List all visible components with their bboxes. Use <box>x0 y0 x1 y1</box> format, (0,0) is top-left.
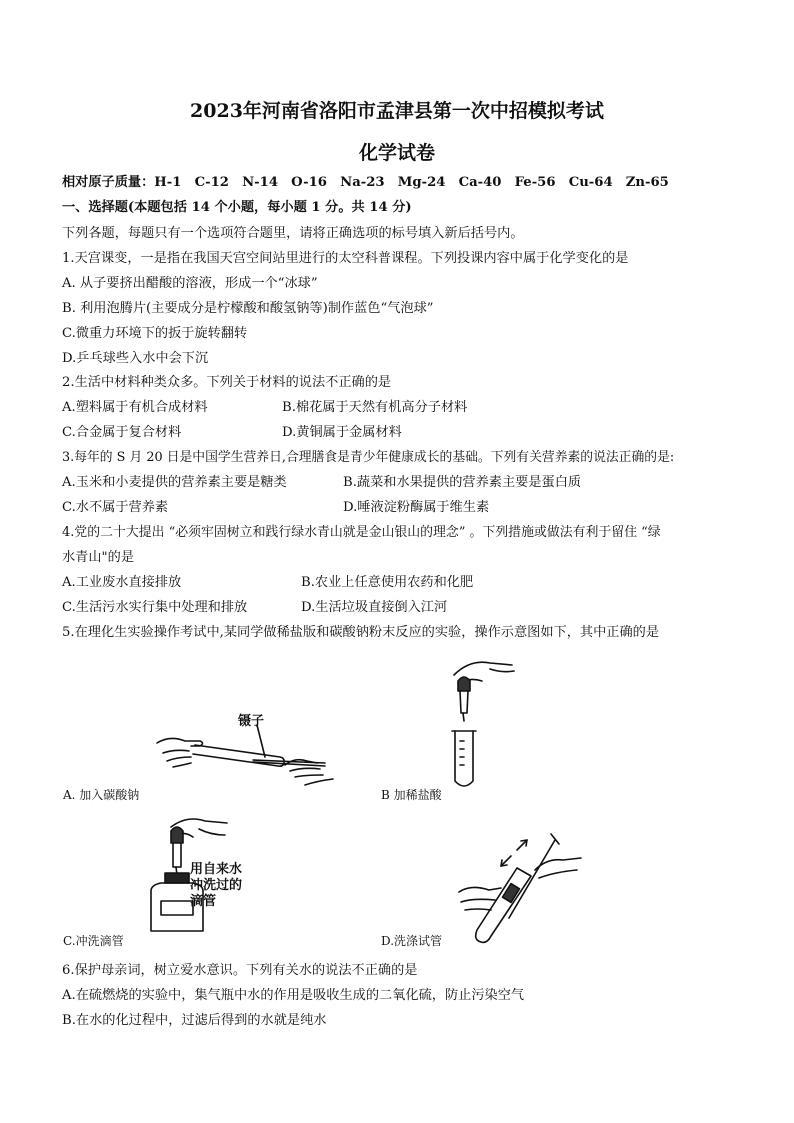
q4-stem-line2: 水青山"的是 <box>62 550 135 565</box>
q1-option-a: A. 从子要挤出醋酸的溶液，形成一个“冰球” <box>62 276 318 291</box>
section-heading: 一、选择题(本题包括 14 个小题，每小题 1 分。共 14 分) <box>62 200 412 215</box>
q2-option-a: A.塑料属于有机合成材料 <box>62 400 208 415</box>
q6-option-a: A.在硫燃烧的实验中，集气瓶中水的作用是吸收生成的二氧化硫，防止污染空气 <box>62 988 525 1003</box>
q3-stem: 3.每年的 S 月 20 日是中国学生营养日,合理膳食是青少年健康成长的基础。下列有关营养素的说法正确的是: <box>62 450 675 465</box>
q1-option-c: C.微重力环境下的扳于旋转翻转 <box>62 326 248 341</box>
bottle-text-line1: 用自来水 <box>190 862 243 877</box>
q6-stem: 6.保护母亲词，树立爱水意识。下列有关水的说法不正确的是 <box>62 963 418 978</box>
q5-option-a-label: A. 加入碳酸钠 <box>63 788 140 802</box>
tweezers-label: 镊子 <box>238 714 265 729</box>
q3-option-b: B.蔬菜和水果提供的营养素主要是蛋白质 <box>343 475 582 490</box>
figure-b-dropper <box>430 655 520 795</box>
q2-option-b: B.棉花属于天然有机高分子材料 <box>282 400 468 415</box>
q2-stem: 2.生活中材料种类众多。下列关于材料的说法不正确的是 <box>62 375 392 390</box>
q4-option-b: B.农业上任意使用农药和化肥 <box>301 575 474 590</box>
q4-option-d: D.生活垃圾直接倒入江河 <box>301 600 448 615</box>
q3-option-c: C.水不属于营养素 <box>62 500 169 515</box>
q6-option-b: B.在水的化过程中，过滤后得到的水就是纯水 <box>62 1013 327 1028</box>
q1-option-b: B. 利用泡腾片(主要成分是柠檬酸和酸氢钠等)制作蓝色“气泡球” <box>62 301 434 316</box>
q1-stem: 1.天宫课变，一是指在我国天宫空间站里进行的太空科普课程。下列投课内容中属于化学变化的是 <box>62 251 629 266</box>
q2-option-d: D.黄铜属于金属材料 <box>282 425 402 440</box>
q1-option-d: D.乒乓球些入水中会下沉 <box>62 351 209 366</box>
q5-option-c-label: C.冲洗滴管 <box>63 934 124 948</box>
q4-option-c: C.生活污水实行集中处理和排放 <box>62 600 248 615</box>
bottle-text-line2: 冲洗过的 <box>190 878 243 893</box>
q5-stem: 5.在理化生实验操作考试中,某同学做稀盐版和碳酸钠粉末反应的实验，操作示意图如下，其中正确的是 <box>62 625 660 640</box>
q4-option-a: A.工业废水直接排放 <box>62 575 182 590</box>
atomic-masses: 相对原子质量：H-1 C-12 N-14 O-16 Na-23 Mg-24 Ca-40 Fe-56 Cu-64 Zn-65 <box>62 175 669 190</box>
bottle-text-line3: 滴管 <box>190 894 217 909</box>
exam-title: 2023年河南省洛阳市孟津县第一次中招模拟考试 <box>190 100 604 122</box>
q5-option-d-label: D.洗涤试管 <box>381 934 443 948</box>
q5-option-b-label: B 加稀盐酸 <box>381 788 442 802</box>
figure-d-wash-tube <box>455 830 585 945</box>
section-instruction: 下列各题，每题只有一个选项符合题里，请将正确选项的标号填入新后括号内。 <box>62 226 524 241</box>
q4-stem-line1: 4.党的二十大提出 “必须牢固树立和践行绿水青山就是金山银山的理念” 。下列措施或做法有利于留住 “绿 <box>62 525 661 540</box>
q3-option-d: D.唾液淀粉酶属于维生素 <box>343 500 490 515</box>
q2-option-c: C.合金属于复合材料 <box>62 425 182 440</box>
q3-option-a: A.玉米和小麦提供的营养素主要是糖类 <box>62 475 287 490</box>
exam-subtitle: 化学试卷 <box>358 142 435 164</box>
